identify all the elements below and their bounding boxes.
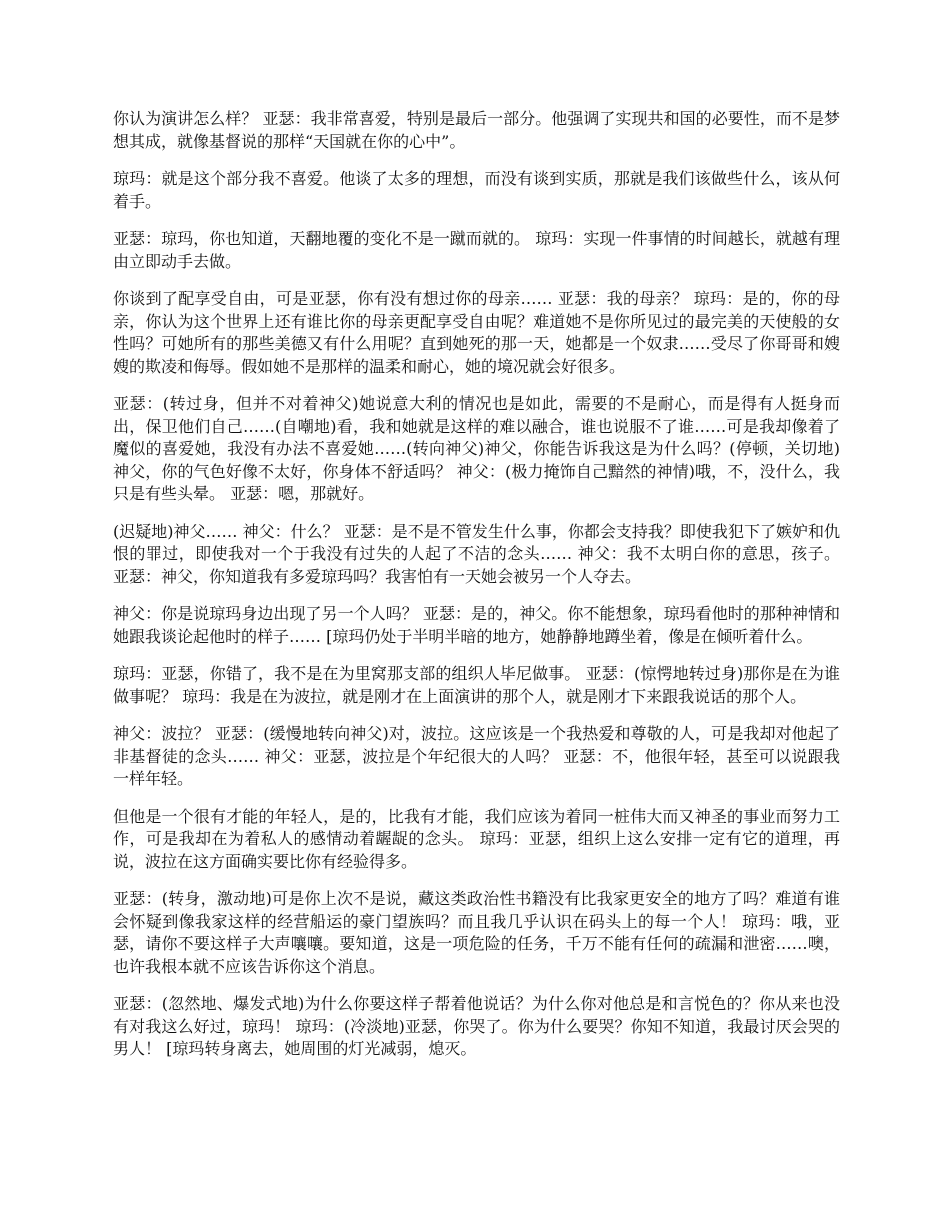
paragraph-9: 神父：波拉？ 亚瑟：(缓慢地转向神父)对，波拉。这应该是一个我热爱和尊敬的人，可是我却对他起了非基督徒的念头…… 神父：亚瑟，波拉是个年纪很大的人吗？ 亚瑟：不，他很年轻，甚至可以说跟我一样年轻。 xyxy=(113,724,840,788)
paragraph-11: 亚瑟：(转身，激动地)可是你上次不是说，藏这类政治性书籍没有比我家更安全的地方了吗？难道有谁会怀疑到像我家这样的经营船运的豪门望族吗？而且我几乎认识在码头上的每一个人！ 琼玛：哦，亚瑟，请你不要这样子大声嚷嚷。要知道，这是一项危险的任务，千万不能有任何的疏漏和泄密……噢，也许我根本就不应该告诉你这个消息。 xyxy=(113,889,840,976)
paragraph-12: 亚瑟：(忽然地、爆发式地)为什么你要这样子帮着他说话？为什么你对他总是和言悦色的？你从来也没有对我这么好过，琼玛！ 琼玛：(冷淡地)亚瑟，你哭了。你为什么要哭？你知不知道，我最讨厌会哭的男人！ [琼玛转身离去，她周围的灯光减弱，熄灭。 xyxy=(113,994,840,1058)
paragraph-6: (迟疑地)神父…… 神父：什么？ 亚瑟：是不是不管发生什么事，你都会支持我？即使我犯下了嫉妒和仇恨的罪过，即使我对一个于我没有过失的人起了不洁的念头…… 神父：我不太明白你的意思，孩子。 亚瑟：神父，你知道我有多爱琼玛吗？我害怕有一天她会被另一个人夺去。 xyxy=(113,521,840,586)
paragraph-4: 你谈到了配享受自由，可是亚瑟，你有没有想过你的母亲…… 亚瑟：我的母亲？ 琼玛：是的，你的母亲，你认为这个世界上还有谁比你的母亲更配享受自由呢？难道她不是你所见过的最完美的天使般的女性吗？可她所有的那些美德又有什么用呢？直到她死的那一天，她都是一个奴隶……受尽了你哥哥和嫂嫂的欺凌和侮辱。假如她不是那样的温柔和耐心，她的境况就会好很多。 xyxy=(113,289,840,376)
paragraph-8: 琼玛：亚瑟，你错了，我不是在为里窝那支部的组织人毕尼做事。 亚瑟：(惊愕地转过身)那你是在为谁做事呢？ 琼玛：我是在为波拉，就是刚才在上面演讲的那个人，就是刚才下来跟我说话的那个人。 xyxy=(113,664,840,706)
document-page xyxy=(113,108,840,1076)
paragraph-1: 你认为演讲怎么样？ 亚瑟：我非常喜爱，特别是最后一部分。他强调了实现共和国的必要性，而不是梦想其成，就像基督说的那样“天国就在你的心中”。 xyxy=(113,109,840,151)
paragraph-5: 亚瑟：(转过身，但并不对着神父)她说意大利的情况也是如此，需要的不是耐心，而是得有人挺身而出，保卫他们自己……(自嘲地)看，我和她就是这样的难以融合，谁也说服不了谁……可是我却像着了魔似的喜爱她，我没有办法不喜爱她……(转向神父)神父，你能告诉我这是为什么吗？(停顿，关切地)神父，你的气色好像不太好，你身体不舒适吗？ 神父：(极力掩饰自己黯然的神情)哦，不，没什么，我只是有些头晕。 亚瑟：嗯，那就好。 xyxy=(113,394,840,503)
paragraph-7: 神父：你是说琼玛身边出现了另一个人吗？ 亚瑟：是的，神父。你不能想象，琼玛看他时的那种神情和她跟我谈论起他时的样子…… [琼玛仍处于半明半暗的地方，她静静地蹲坐着，像是在倾听着什么。 xyxy=(113,604,840,646)
paragraph-2: 琼玛：就是这个部分我不喜爱。他谈了太多的理想，而没有谈到实质，那就是我们该做些什么，该从何着手。 xyxy=(113,169,840,211)
paragraph-10: 但他是一个很有才能的年轻人，是的，比我有才能，我们应该为着同一桩伟大而又神圣的事业而努力工作，可是我却在为着私人的感情动着龌龊的念头。 琼玛：亚瑟，组织上这么安排一定有它的道理，再说，波拉在这方面确实要比你有经验得多。 xyxy=(113,806,840,871)
paragraph-3: 亚瑟：琼玛，你也知道，天翻地覆的变化不是一蹴而就的。 琼玛：实现一件事情的时间越长，就越有理由立即动手去做。 xyxy=(113,229,840,271)
